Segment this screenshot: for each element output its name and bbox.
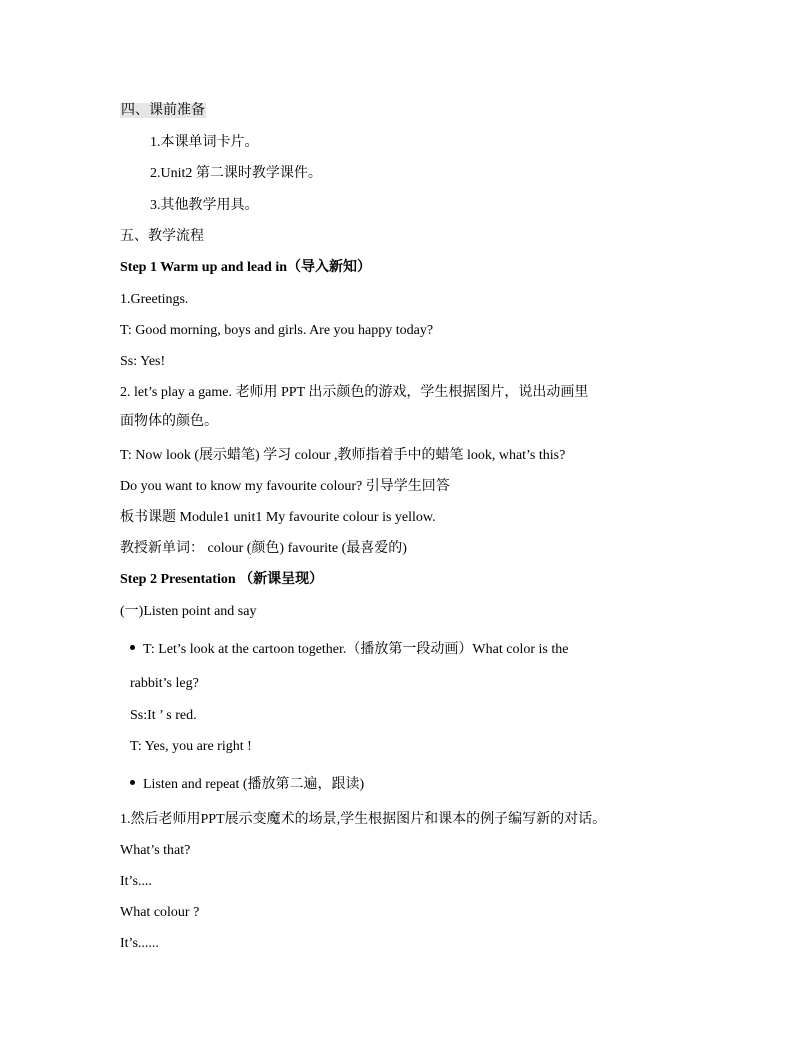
bullet-item-listen-repeat [130, 776, 364, 794]
step1-title: Step 1 Warm up and lead in（导入新知） [120, 260, 372, 275]
step2-title: Step 2 Presentation （新课呈现） [120, 572, 324, 587]
dialogue-line-its: It’s.... [120, 874, 152, 889]
step1-line-teacher-greeting: T: Good morning, boys and girls. Are you happy today? [120, 323, 434, 338]
step1-line-game-a: 2. let’s play a game. 老师用 PPT 出示颜色的游戏，学生根据图片，说出动画里 [120, 385, 589, 400]
bullet-item-cartoon [130, 641, 568, 659]
prep-item-3: 3.其他教学用具。 [150, 198, 259, 213]
prep-item-1: 1.本课单词卡片。 [150, 135, 259, 150]
section-heading-preparation [120, 102, 206, 120]
bullet-dot-icon [130, 645, 135, 650]
highlighted-heading: 四、课前准备 [121, 103, 205, 118]
dialogue-line-whats-that: What’s that? [120, 843, 191, 858]
step1-line-favourite-question: Do you want to know my favourite colour? 引导学生回答 [120, 479, 450, 494]
dialogue-line-what-colour: What colour ? [120, 905, 200, 920]
section-heading-procedure: 五、教学流程 [120, 229, 204, 244]
bullet-text-cartoon: T: Let’s look at the cartoon together.（播放第一段动画）What color is the [143, 642, 569, 657]
prep-item-2: 2.Unit2 第二课时教学课件。 [150, 166, 322, 181]
step1-line-students-reply: Ss: Yes! [120, 354, 166, 369]
bullet-dot-icon [130, 780, 135, 785]
step1-line-game-b: 面物体的颜色。 [120, 414, 218, 429]
step1-line-new-words: 教授新单词： colour (颜色) favourite (最喜爱的) [120, 541, 407, 556]
step1-line-board-title: 板书课题 Module1 unit1 My favourite colour is yellow. [120, 510, 436, 525]
bullet-line-teacher-right: T: Yes, you are right ! [130, 739, 252, 754]
bullet-line-students-red: Ss:It ’ s red. [130, 708, 197, 723]
step1-line-crayon: T: Now look (展示蜡笔) 学习 colour ,教师指着手中的蜡笔 look, what’s this? [120, 448, 566, 463]
bullet-line-rabbit-leg: rabbit’s leg? [130, 676, 199, 691]
dialogue-line-its-answer: It’s...... [120, 936, 159, 951]
step2-line-listen-point-say: (一)Listen point and say [120, 604, 257, 619]
bullet-text-listen-repeat: Listen and repeat (播放第二遍，跟读) [143, 777, 365, 792]
step2-line-magic-show: 1.然后老师用PPT展示变魔术的场景,学生根据图片和课本的例子编写新的对话。 [120, 812, 607, 827]
step1-line-greetings: 1.Greetings. [120, 292, 189, 307]
